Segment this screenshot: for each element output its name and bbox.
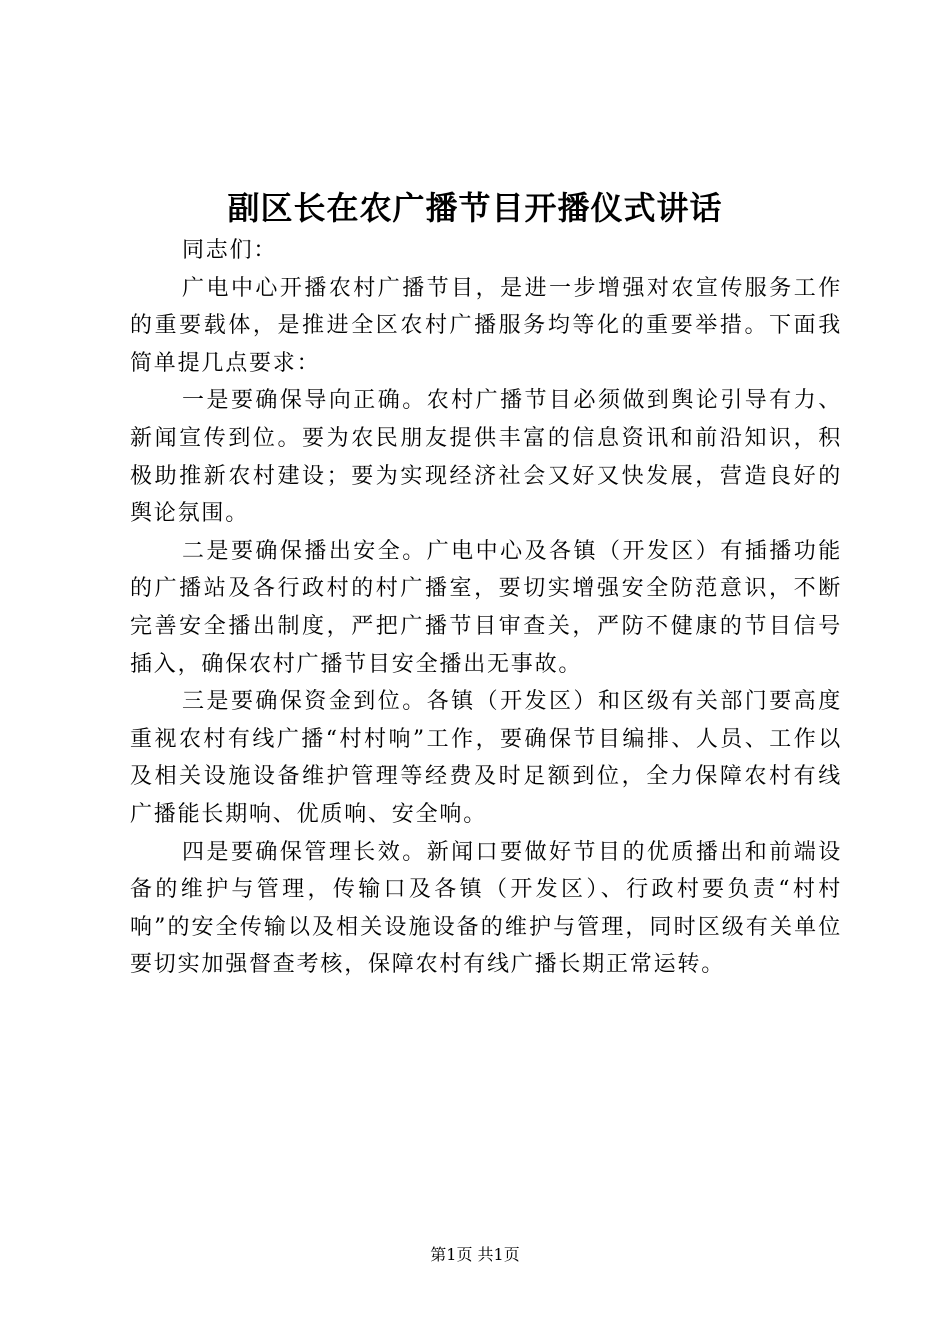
page-number-footer: 第1页 共1页: [430, 1245, 520, 1264]
paragraph-point-1: 一是要确保导向正确。农村广播节目必须做到舆论引导有力、新闻宣传到位。要为农民朋友提供丰富的信息资讯和前沿知识，积极助推新农村建设；要为实现经济社会又好又快发展，营造良好的舆论氛围。: [130, 388, 842, 527]
document-body: [130, 232, 842, 984]
paragraph-intro: 广电中心开播农村广播节目，是进一步增强对农宣传服务工作的重要载体，是推进全区农村广播服务均等化的重要举措。下面我简单提几点要求：: [130, 275, 842, 376]
paragraph-point-3: 三是要确保资金到位。各镇（开发区）和区级有关部门要高度重视农村有线广播“村村响”工作，要确保节目编排、人员、工作以及相关设施设备维护管理等经费及时足额到位，全力保障农村有线广播能长期响、优质响、安全响。: [130, 689, 842, 827]
salutation: 同志们：: [182, 238, 278, 263]
document-title: 副区长在农广播节目开播仪式讲话: [227, 189, 723, 227]
paragraph-point-4: 四是要确保管理长效。新闻口要做好节目的优质播出和前端设备的维护与管理，传输口及各镇（开发区）、行政村要负责“村村响”的安全传输以及相关设施设备的维护与管理，同时区级有关单位要切实加强督查考核，保障农村有线广播长期正常运转。: [130, 839, 842, 978]
paragraph-point-2: 二是要确保播出安全。广电中心及各镇（开发区）有插播功能的广播站及各行政村的村广播室，要切实增强安全防范意识，不断完善安全播出制度，严把广播节目审查关，严防不健康的节目信号插入，确保农村广播节目安全播出无事故。: [130, 538, 842, 677]
